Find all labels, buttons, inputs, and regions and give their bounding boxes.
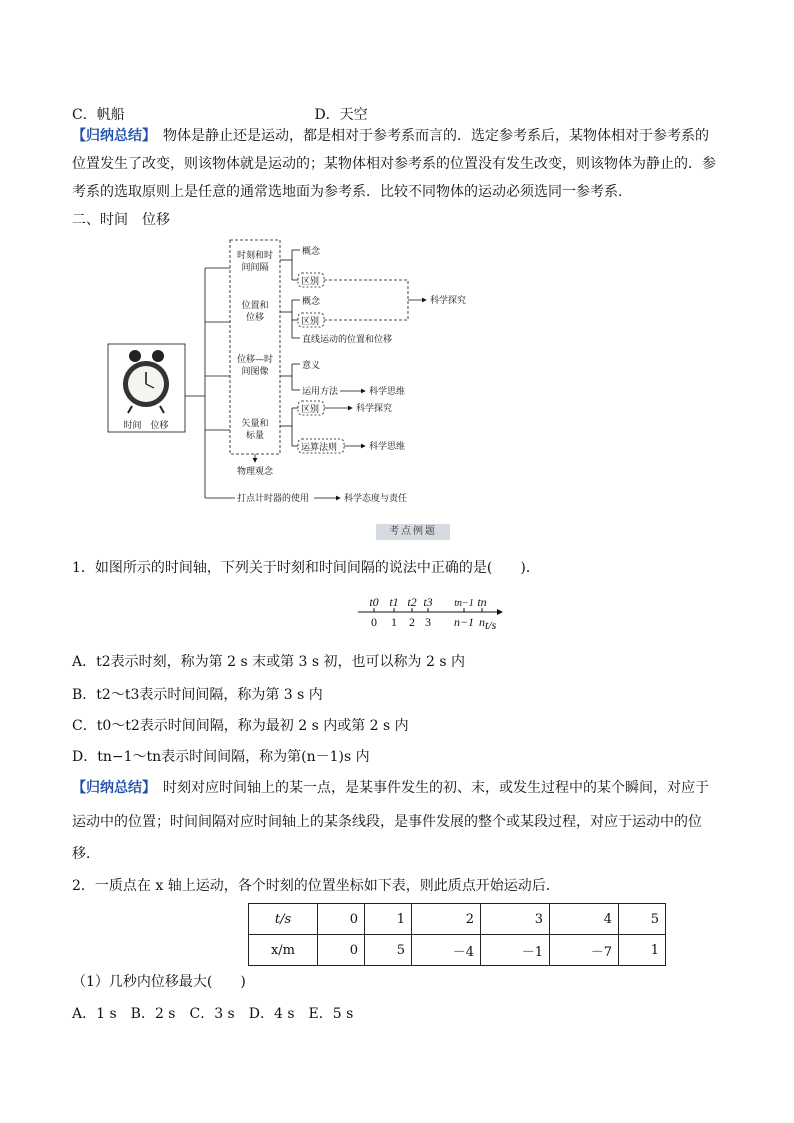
summary-1-line-1	[72, 126, 709, 146]
branch-1-item-2: 区别	[301, 277, 320, 287]
table-row	[249, 904, 666, 935]
axis-bottom-label: 0	[371, 615, 377, 629]
summary-1-line-2: 位置发生了改变，则该物体就是运动的；某物体相对参考系的位置没有发生改变，则该物体为静止的．参	[72, 156, 716, 172]
axis-bottom-label: 1	[391, 615, 397, 629]
axis-top-label: t2	[407, 596, 417, 609]
axis-bottom-label: 3	[425, 615, 431, 629]
table-cell: 4	[550, 904, 619, 935]
table-cell: 0	[318, 935, 365, 966]
table-row	[249, 935, 666, 966]
table-cell: －7	[550, 935, 619, 966]
summary-tag: 【归纳总结】	[72, 780, 149, 796]
branch-1-line-2: 间间隔	[241, 263, 269, 273]
axis-top-label: t1	[389, 596, 399, 609]
branch-4-item-1: 区别	[301, 405, 320, 415]
table-cell: 5	[619, 904, 666, 935]
branch-1-item-1: 概念	[302, 247, 321, 257]
branch-4-item-2: 运算法则	[301, 443, 338, 453]
axis-top-label: t3	[423, 596, 433, 609]
physics-concept-label: 物理观念	[236, 467, 274, 477]
table-cell: 5	[365, 935, 412, 966]
axis-top-label: t0	[369, 596, 379, 609]
q1-option-d: D．tn−1～tn表示时间间隔，称为第(n－1)s 内	[72, 749, 370, 765]
branch-3-line-1: 位移—时	[236, 355, 274, 365]
concept-map	[100, 236, 490, 516]
summary-2-line-2: 运动中的位置；时间间隔对应时间轴上的某条线段，是事件发展的整个或某段过程，对应于运动中的位	[72, 814, 702, 830]
table-cell: －4	[412, 935, 481, 966]
q1-stem: 1．如图所示的时间轴，下列关于时刻和时间间隔的说法中正确的是( )．	[72, 560, 540, 576]
branch-2-line-2: 位移	[245, 313, 265, 323]
explore-label-2: 科学探究	[356, 404, 393, 414]
branch-2-item-3: 直线运动的位置和位移	[302, 335, 393, 345]
summary-text: 物体是静止还是运动，都是相对于参考系而言的．选定参考系后，某物体相对于参考系的	[149, 128, 709, 144]
section-banner: 考点例题	[376, 524, 450, 540]
summary-text: 时刻对应时间轴上的某一点，是某事件发生的初、末，或发生过程中的某个瞬间，对应于	[149, 780, 709, 796]
option-c: C．帆船	[72, 107, 125, 123]
branch-1-line-1: 时刻和时	[236, 251, 274, 261]
branch-3-item-2: 运用方法	[302, 387, 339, 397]
timer-use-label: 打点计时器的使用	[237, 494, 310, 504]
table-cell: 2	[412, 904, 481, 935]
section-title: 二、时间 位移	[72, 212, 170, 228]
summary-tag: 【归纳总结】	[72, 128, 149, 144]
summary-2-line-3: 移．	[72, 846, 100, 862]
q1-option-a: A．t2表示时刻，称为第 2 s 末或第 3 s 初，也可以称为 2 s 内	[72, 654, 465, 670]
axis-unit: t/s	[485, 618, 497, 632]
clock-caption: 时间 位移	[123, 421, 169, 431]
options-row-c-d	[72, 104, 368, 124]
q1-option-c: C．t0～t2表示时间间隔，称为最初 2 s 内或第 2 s 内	[72, 718, 409, 734]
summary-1-line-3: 考系的选取原则上是任意的通常选地面为参考系．比较不同物体的运动必须选同一参考系．	[72, 184, 632, 200]
think-label-1: 科学思维	[369, 387, 406, 397]
time-axis	[352, 596, 512, 636]
table-header: t/s	[249, 904, 318, 935]
summary-2-line-1	[72, 778, 709, 798]
table-cell: 1	[365, 904, 412, 935]
axis-bottom-label: n−1	[453, 615, 475, 629]
table-cell: 3	[481, 904, 550, 935]
branch-2-line-1: 位置和	[241, 301, 269, 311]
q2-stem: 2．一质点在 x 轴上运动，各个时刻的位置坐标如下表，则此质点开始运动后．	[72, 878, 560, 894]
think-label-2: 科学思维	[369, 442, 406, 452]
axis-top-label: tn−1	[454, 598, 474, 609]
branch-3-line-2: 间图像	[241, 367, 269, 377]
explore-label-1: 科学探究	[430, 296, 467, 306]
position-table	[248, 903, 666, 966]
axis-top-label: tn	[477, 596, 487, 609]
attitude-label: 科学态度与责任	[344, 494, 408, 504]
branch-2-item-2: 区别	[301, 317, 320, 327]
table-cell: －1	[481, 935, 550, 966]
branch-4-line-1: 矢量和	[241, 419, 269, 429]
branch-3-item-1: 意义	[302, 361, 321, 371]
branch-2-item-1: 概念	[302, 297, 321, 307]
table-cell: 1	[619, 935, 666, 966]
q2-sub1-options: A．1 s B．2 s C．3 s D．4 s E．5 s	[72, 1006, 354, 1022]
q1-option-b: B．t2～t3表示时间间隔，称为第 3 s 内	[72, 687, 323, 703]
table-cell: 0	[318, 904, 365, 935]
axis-bottom-label: n	[479, 615, 485, 629]
axis-bottom-label: 2	[409, 615, 415, 629]
option-d: D．天空	[314, 107, 368, 123]
branch-4-line-2: 标量	[245, 431, 265, 441]
q2-sub1: （1）几秒内位移最大( )	[72, 974, 246, 990]
table-header: x/m	[249, 935, 318, 966]
